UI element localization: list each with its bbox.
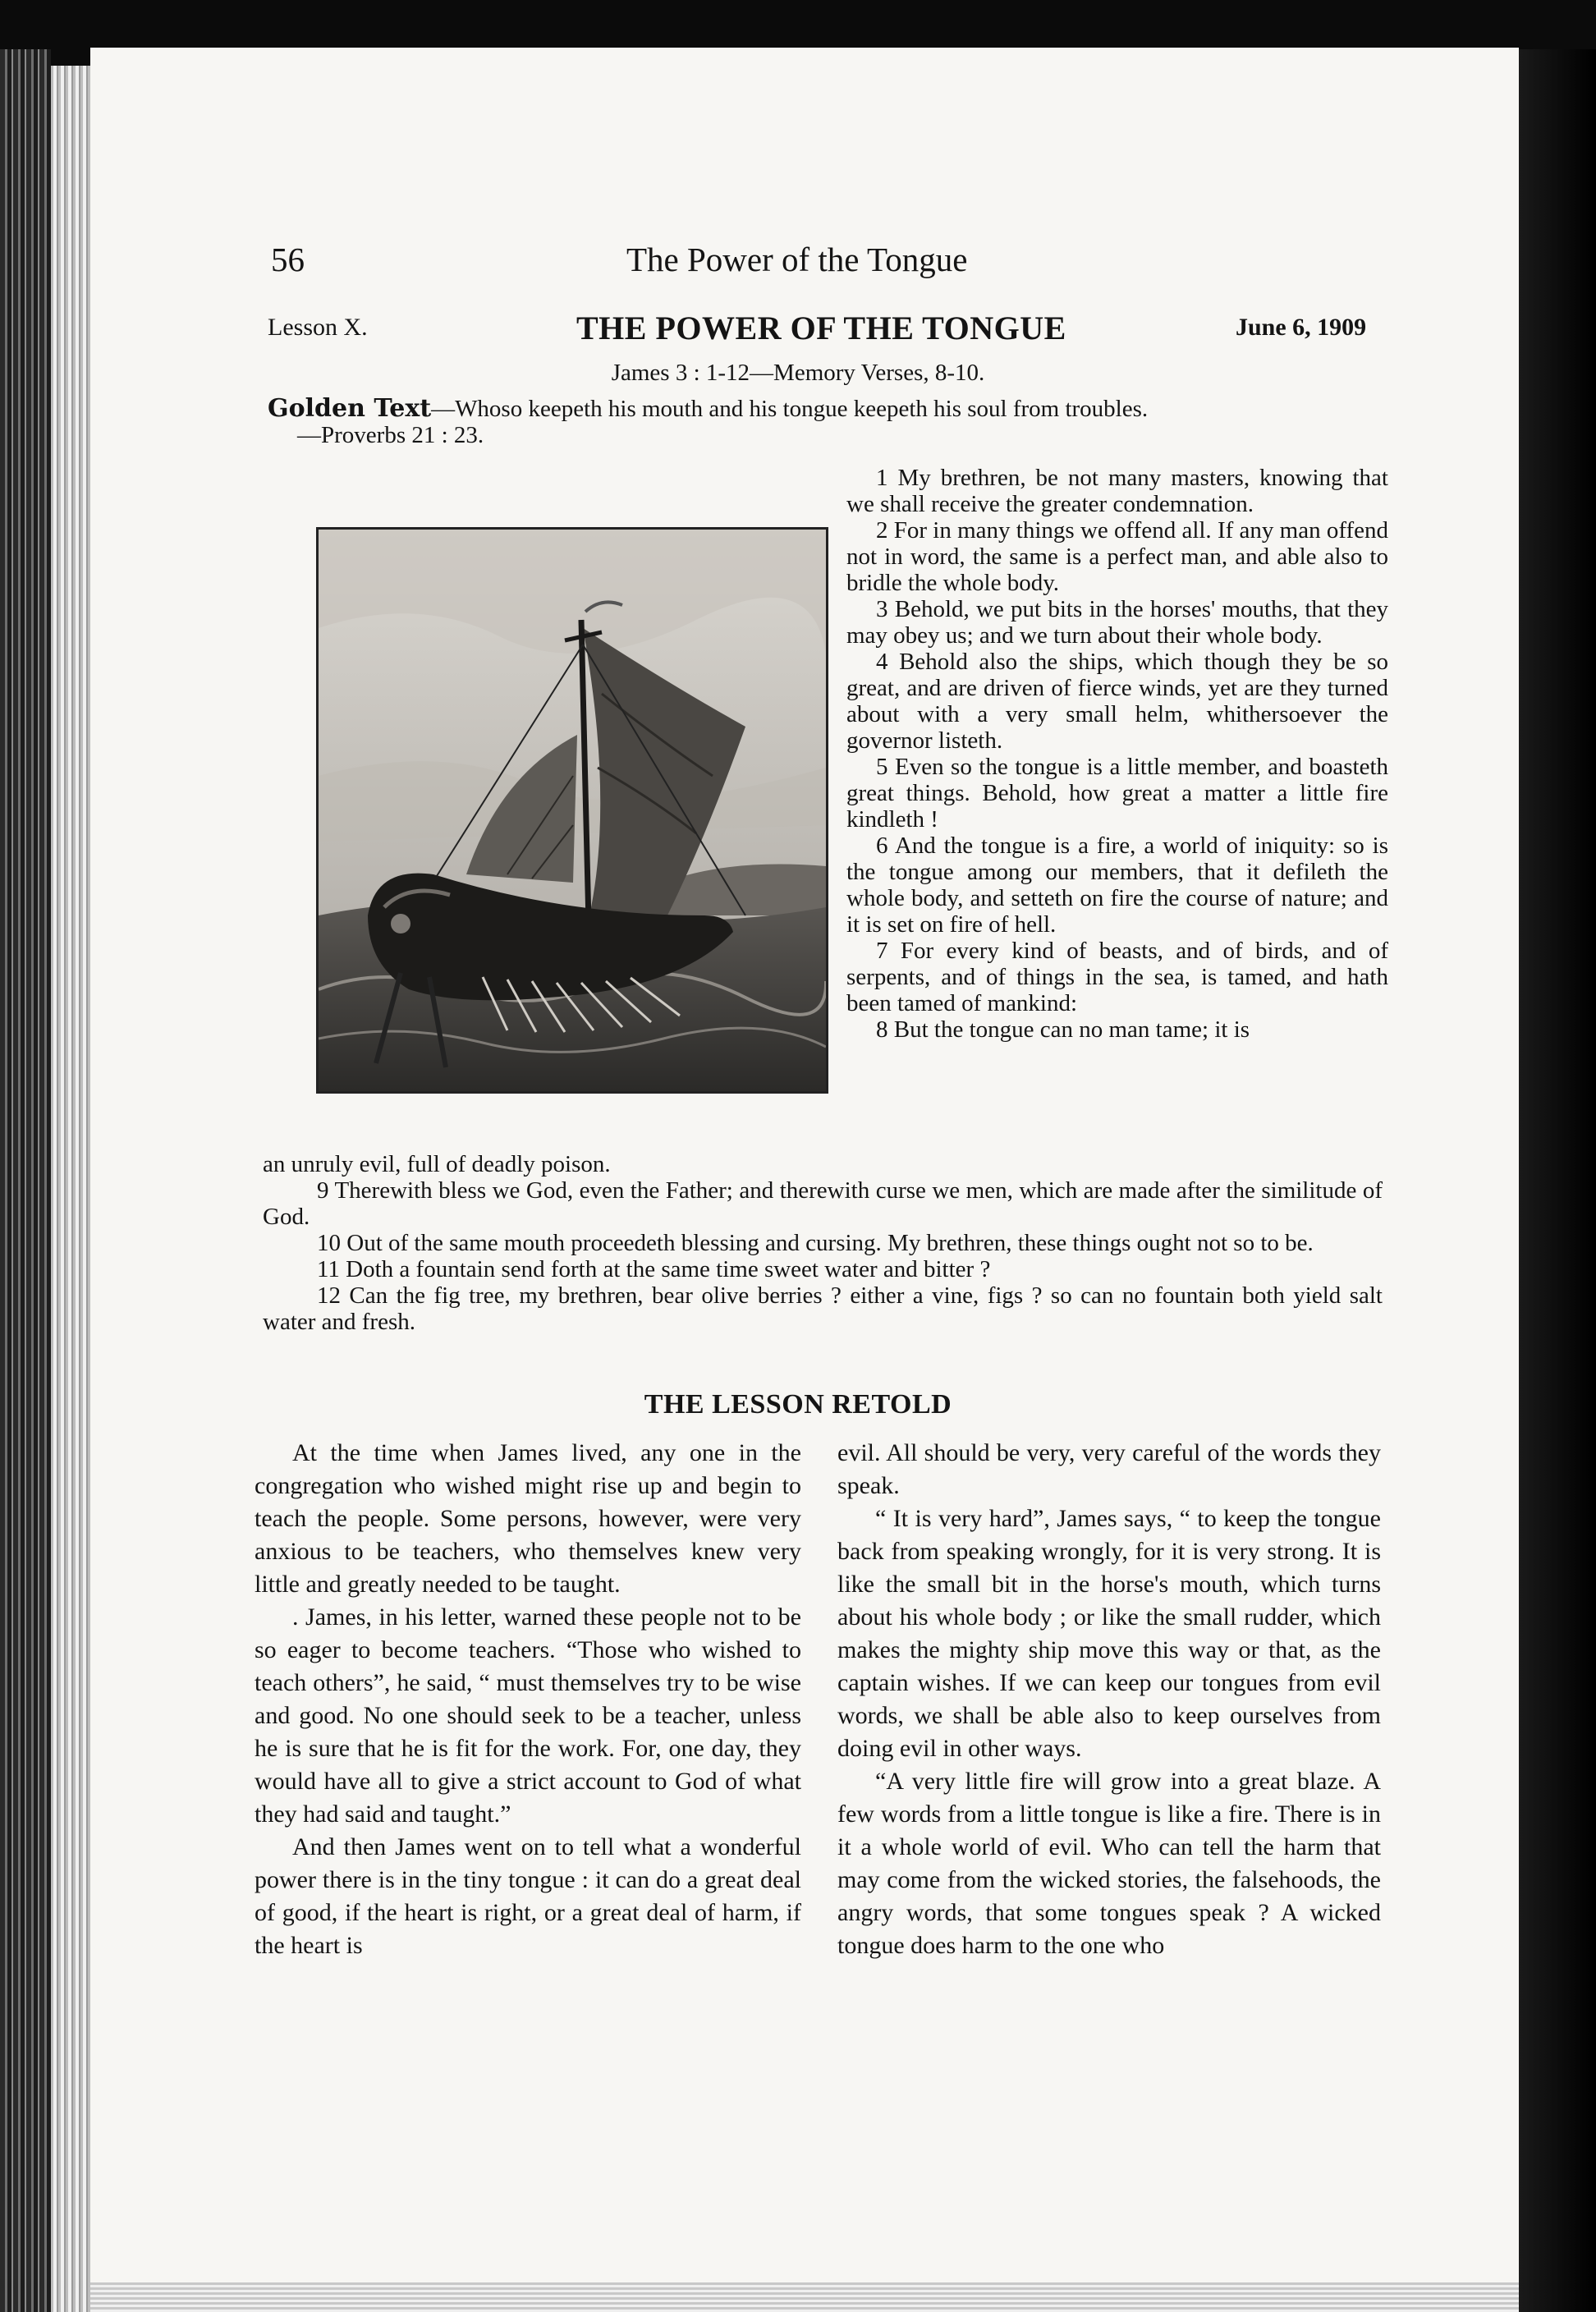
golden-text [268,396,1387,448]
verse-8-start: 8 But the tongue can no man tame; it is [876,1016,1250,1043]
page-stack-edge [51,66,92,2312]
verse-12: 12 Can the fig tree, my brethren, bear olive berries ? either a vine, figs ? so can no fountain both yield salt water and fresh. [263,1282,1383,1335]
verse-9: 9 Therewith bless we God, even the Father; and therewith curse we men, which are made after the similitude of God. [263,1177,1383,1230]
verse-4: 4 Behold also the ships, which though they be so great, and are driven of fierce winds, yet are they turned about with a very small helm, whithersoever the governor listeth. [846,649,1388,754]
verses-full-width [263,1151,1383,1335]
retold-column-left [255,1437,801,1962]
verses-column-right [846,465,1388,1043]
retold-paragraph: “A very little fire will grow into a great blaze. A few words from a little tongue is like a fire. There is in it a whole world of evil. Who can tell the harm that may come from the wicked stories, the falsehoods, the angry words, that some tongues speak ? A wicked tongue does harm to the one who [837,1768,1381,1959]
verse-3: 3 Behold, we put bits in the horses' mouths, that they may obey us; and we turn about their whole body. [846,596,1388,649]
verse-5: 5 Even so the tongue is a little member, and boasteth great things. Behold, how great a matter a little fire kindleth ! [846,754,1388,833]
facing-page-shadow [1519,49,1596,2312]
scripture-reference: James 3 : 1-12—Memory Verses, 8-10. [611,360,985,386]
sailing-ship-icon [319,530,826,1091]
verse-1: 1 My brethren, be not many masters, knowing that we shall receive the greater condemnation. [846,465,1388,517]
running-title: The Power of the Tongue [626,241,968,278]
retold-column-right [837,1437,1381,1962]
book-spine [0,49,51,2312]
retold-paragraph: At the time when James lived, any one in the congregation who wished might rise up and begin to teach the people. Some persons, however, were very anxious to be teachers, who themselves knew very little and greatly needed to be taught. [255,1439,801,1598]
golden-text-reference: —Proverbs 21 : 23. [297,422,484,448]
verse-11: 11 Doth a fountain send forth at the same time sweet water and bitter ? [317,1256,991,1282]
verse-6: 6 And the tongue is a fire, a world of iniquity: so is the tongue among our members, that it defileth the whole body, and setteth on fire the course of nature; and it is set on fire of hell. [846,833,1388,938]
page-number: 56 [271,241,305,278]
verse-10: 10 Out of the same mouth proceedeth blessing and cursing. My brethren, these things ought not so to be. [317,1230,1314,1256]
verse-8-end: an unruly evil, full of deadly poison. [263,1151,611,1177]
lesson-date: June 6, 1909 [1236,314,1367,341]
retold-paragraph: And then James went on to tell what a wonderful power there is in the tiny tongue : it can do a great deal of good, if the heart is right, or a great deal of harm, if the heart is [255,1833,801,1959]
lesson-label: Lesson X. [268,314,368,341]
retold-paragraph: evil. All should be very, very careful of the words they speak. [837,1439,1381,1499]
golden-text-body: —Whoso keepeth his mouth and his tongue keepeth his soul from troubles. [431,396,1149,422]
lesson-title: THE POWER OF THE TONGUE [576,310,1066,346]
verse-7: 7 For every kind of beasts, and of birds, and of serpents, and of things in the sea, is tamed, and hath been tamed of mankind: [846,938,1388,1016]
retold-paragraph: “ It is very hard”, James says, “ to keep the tongue back from speaking wrongly, for it is very strong. It is like the small bit in the horse's mouth, which turns about his whole body ; or like the small rudder, which makes the mighty ship move this way or that, as the captain wishes. If we can keep our tongues from evil words, we shall be able also to keep ourselves from doing evil in other ways. [837,1505,1381,1762]
golden-text-label: Golden Text [268,394,432,423]
retold-paragraph: . James, in his letter, warned these people not to be so eager to become teachers. “Those who wished to teach others”, he said, “ must themselves try to be wise and good. No one should seek to be a teacher, unless he is sure that he is fit for the work. For, one day, they would have all to give a strict account to God of what they had said and taught.” [255,1603,801,1828]
page-bottom-edge [90,2282,1519,2312]
section-title: THE LESSON RETOLD [644,1389,952,1420]
ship-illustration [316,527,828,1094]
verse-2: 2 For in many things we offend all. If any man offend not in word, the same is a perfect man, and able also to bridle the whole body. [846,517,1388,596]
